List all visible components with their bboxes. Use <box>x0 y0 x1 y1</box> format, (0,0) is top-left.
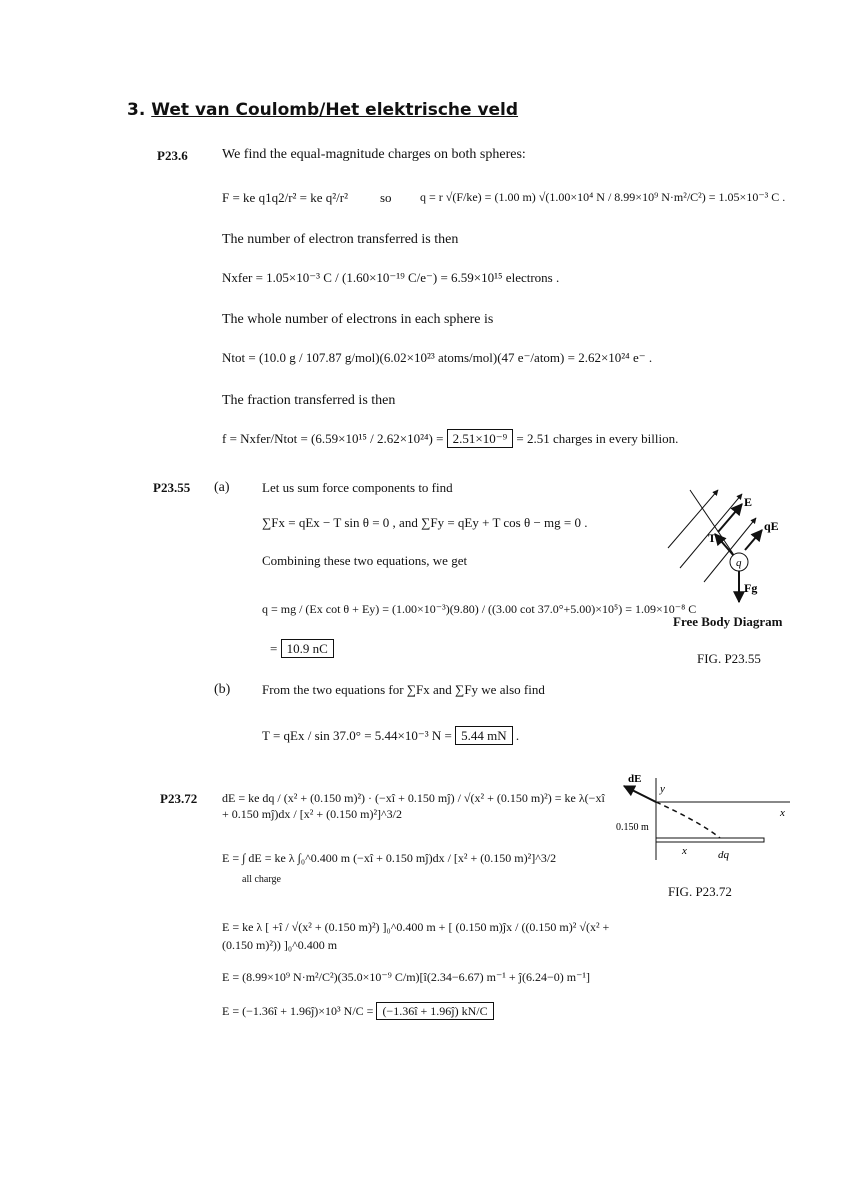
p23-72-eq2-sub: all charge <box>242 874 281 885</box>
problem-label-p23-55: P23.55 <box>153 480 191 495</box>
p23-72-eq2: E = ∫ dE = ke λ ∫₀^0.400 m (−xî + 0.150 mĵ)dx / [x² + (0.150 m)²]^3/2 <box>222 851 557 865</box>
p23-6-line2: The number of electron transferred is then <box>222 232 459 247</box>
p23-55-eq2: q = mg / (Ex cot θ + Ey) = (1.00×10⁻³)(9.80) / ((3.00 cot 37.0°+5.00)×10⁵) = 1.09×10⁻⁸ C <box>262 602 697 616</box>
p23-72-eq3: E = ke λ [ +î / √(x² + (0.150 m)²) ]₀^0.400 m + [ (0.150 m)ĵx / ((0.150 m)² √(x² + (0.150 m)²)) ]₀^0.400 m <box>222 920 610 952</box>
p23-55-eq1: ∑Fx = qEx − T sin θ = 0 , and ∑Fy = qEy + T cos θ − mg = 0 . <box>262 515 588 530</box>
label-q: q <box>736 557 742 569</box>
problem-label-p23-72: P23.72 <box>160 791 198 806</box>
label-t: T <box>708 531 717 545</box>
p23-6-eq1-so: so <box>380 190 392 205</box>
fbd-title: Free Body Diagram <box>673 614 783 629</box>
p23-6-eq1-right: q = r √(F/ke) = (1.00 m) √(1.00×10⁴ N / 8.99×10⁹ N·m²/C²) = 1.05×10⁻³ C . <box>420 190 786 204</box>
p23-55-answer-box-b: 5.44 mN <box>455 726 513 745</box>
p23-72-eq5-left: E = (−1.36î + 1.96ĵ)×10³ N/C = <box>222 1004 374 1018</box>
charged-rod <box>656 838 764 842</box>
p23-6-answer-box: 2.51×10⁻⁹ <box>447 429 513 448</box>
qe-arrow <box>745 530 762 550</box>
dashed-line <box>656 802 720 838</box>
p23-6-intro: We find the equal-magnitude charges on both spheres: <box>222 147 526 162</box>
p23-55-line1: Let us sum force components to find <box>262 480 453 495</box>
problem-label-p23-6: P23.6 <box>157 148 188 163</box>
section-number: 3. <box>127 100 146 120</box>
p23-6-line4: The fraction transferred is then <box>222 393 396 408</box>
label-e: E <box>744 495 753 509</box>
p23-55-eq2-equals: = <box>270 641 278 656</box>
tension-arrow <box>715 534 734 556</box>
rod-field-diagram <box>610 770 800 870</box>
label-x-axis: x <box>780 807 785 819</box>
de-arrow <box>624 786 656 802</box>
section-heading <box>127 100 518 120</box>
rod-caption: FIG. P23.72 <box>668 884 732 899</box>
label-dist: 0.150 m <box>616 822 649 833</box>
fbd-caption: FIG. P23.55 <box>697 651 761 666</box>
free-body-diagram <box>660 470 810 670</box>
p23-6-eq3: Ntot = (10.0 g / 107.87 g/mol)(6.02×10²³ atoms/mol)(47 e⁻/atom) = 2.62×10²⁴ e⁻ . <box>222 350 653 365</box>
label-fg: Fg <box>744 581 758 595</box>
label-y: y <box>660 783 665 795</box>
p23-6-eq4-right: = 2.51 charges in every billion. <box>516 431 679 446</box>
p23-55-part-a: (a) <box>214 480 230 495</box>
label-qe: qE <box>764 519 779 533</box>
p23-6-eq2: Nxfer = 1.05×10⁻³ C / (1.60×10⁻¹⁹ C/e⁻) = 6.59×10¹⁵ electrons . <box>222 270 560 285</box>
p23-72-answer-box: (−1.36î + 1.96ĵ) kN/C <box>376 1002 493 1020</box>
p23-55-line2: Combining these two equations, we get <box>262 553 468 568</box>
p23-6-eq4 <box>222 431 678 447</box>
p23-55-eq3-left: T = qEx / sin 37.0° = 5.44×10⁻³ N = <box>262 728 452 743</box>
p23-6-line3: The whole number of electrons in each sphere is <box>222 312 494 327</box>
p23-55-answer-box-a: 10.9 nC <box>281 639 334 658</box>
p23-72-eq1: dE = ke dq / (x² + (0.150 m)²) · (−xî + 0.150 mĵ) / √(x² + (0.150 m)²) = ke λ(−xî + 0.150 mĵ)dx / [x² + (0.150 m)²]^3/2 <box>222 791 605 821</box>
p23-55-eq3-end: . <box>515 728 520 743</box>
label-de: dE <box>628 773 642 785</box>
p23-55-eq3 <box>262 728 519 744</box>
label-x: x <box>682 845 687 857</box>
section-title: Wet van Coulomb/Het elektrische veld <box>151 100 519 120</box>
p23-72-eq4: E = (8.99×10⁹ N·m²/C²)(35.0×10⁻⁹ C/m)[î(2.34−6.67) m⁻¹ + ĵ(6.24−0) m⁻¹] <box>222 970 590 984</box>
p23-72-eq5 <box>222 1004 494 1019</box>
p23-55-line3: From the two equations for ∑Fx and ∑Fy we also find <box>262 682 545 697</box>
p23-55-eq2-result <box>270 641 334 657</box>
p23-6-eq4-left: f = Nxfer/Ntot = (6.59×10¹⁵ / 2.62×10²⁴) = <box>222 431 444 446</box>
p23-6-eq1-left: F = ke q1q2/r² = ke q²/r² <box>222 190 349 205</box>
p23-55-part-b: (b) <box>214 682 231 697</box>
label-dq: dq <box>718 849 729 861</box>
